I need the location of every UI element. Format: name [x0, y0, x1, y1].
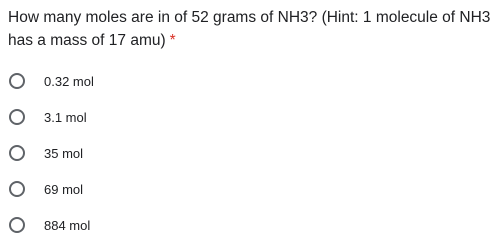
- question-title: [8, 6, 498, 52]
- option-label: 69 mol: [44, 181, 84, 197]
- radio-button[interactable]: [9, 109, 25, 125]
- option-0-32-mol[interactable]: [9, 63, 309, 99]
- required-asterisk: *: [169, 32, 176, 49]
- option-35-mol[interactable]: [9, 135, 309, 171]
- option-3-1-mol[interactable]: [9, 99, 309, 135]
- radio-button[interactable]: [9, 145, 25, 161]
- radio-button[interactable]: [9, 73, 25, 89]
- option-884-mol[interactable]: [9, 207, 309, 243]
- option-label: 884 mol: [44, 217, 91, 233]
- radio-button[interactable]: [9, 181, 25, 197]
- option-label: 35 mol: [44, 145, 84, 161]
- radio-button[interactable]: [9, 217, 25, 233]
- option-69-mol[interactable]: [9, 171, 309, 207]
- question-text: How many moles are in of 52 grams of NH3? (Hint: 1 molecule of NH3 has a mass of 17 amu): [8, 9, 491, 49]
- option-label: 0.32 mol: [44, 73, 94, 89]
- answer-options: [9, 63, 309, 243]
- option-label: 3.1 mol: [44, 109, 87, 125]
